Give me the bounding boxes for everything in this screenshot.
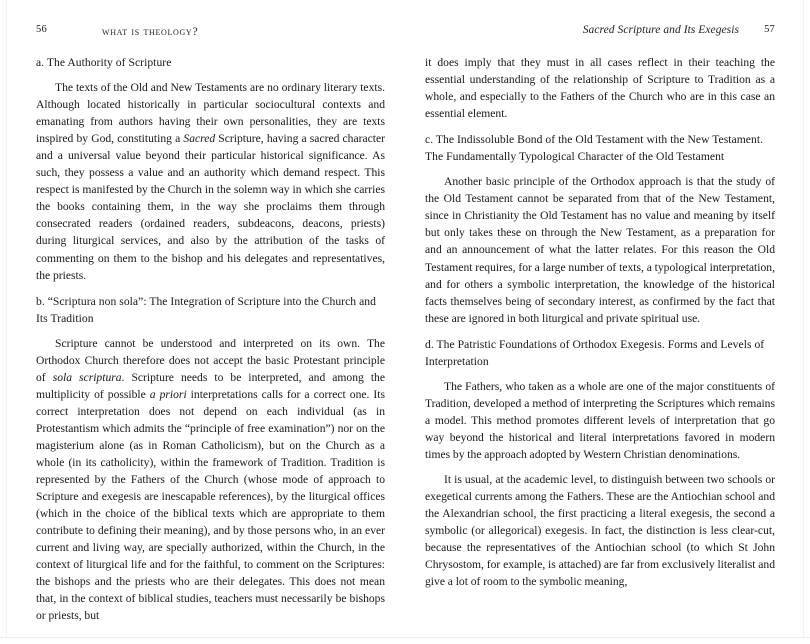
text-column-verso [36,54,385,625]
italic-phrase: Sacred [183,132,216,146]
paragraph-continuation-teaching: it does imply that they must in all cases reflect in their teaching the essential understanding of the relationship of Scripture to Tradition as a whole, and especially to the Fathers of the Church who are in this case an essential element. [425,56,775,121]
italic-phrase: sola scriptura [52,370,122,384]
block-spacer [425,463,775,471]
heading-b-scriptura-non-sola: b. “Scriptura non sola”: The Integration of Scripture into the Church and Its Tradition [36,294,376,325]
page-recto [405,0,810,644]
paragraph-old-testament-principle: Another basic principle of the Orthodox approach is that the study of the Old Testament cannot be separated from that of the New Testament, since in Christianity the Old Testament has no value and meaning by itself but only takes these on through the New Testament, as a preparation for and an announcement of what the latter relates. For this reason the Old Testament requires, for a large number of texts, a typological interpretation, and for others a symbolic interpretation, the knowledge of the historical facts themselves being of secondary interest, as confirmed by the fact that these are ignored in both liturgical and private spiritual use. [425,175,775,325]
block-spacer [425,327,775,336]
page-number-recto: 57 [764,24,775,35]
block-spacer [425,370,775,378]
paragraph-two-schools: It is usual, at the academic level, to distinguish between two schools or exegetical currents among the Fathers. These are the Antiochian school and the Alexandrian school, the first practicing a literal exegesis, the second a symbolic (or allegorical) exegesis. In fact, the distinction is less clear-cut, because the representatives of the Antiochian school (to which St John Chrysostom, for example, is attached) are far from exclusively literalist and give a lot of room to the symbolic meaning, [425,473,775,589]
running-head-verso [36,24,385,54]
block-spacer [425,122,775,131]
block-spacer [36,71,385,79]
paragraph-authority-of-scripture: The texts of the Old and New Testaments are no ordinary literary texts. Although located historically in particular sociocultural contexts and emanating from authors having their own personalities, they are texts inspired by God, constituting a Sacred Scripture, having a sacred character and a universal value beyond their particular historical significance. As such, they possess a value and an authority which demand respect. This respect is manifested by the Church in the solemn way in which she carries the books containing them, in the way she proclaims them through consecrated readers (ordained readers, subdeacons, deacons, priests) during liturgical services, and also by the attribution of the tasks of commenting on them to the bishop and his delegates and representatives, the priests. [36,81,386,282]
running-head-title-recto: Sacred Scripture and Its Exegesis [582,24,739,36]
heading-c-indissoluble-bond: c. The Indissoluble Bond of the Old Testament with the New Testament. The Fundamentally Typological Character of the Old Testament [425,133,764,164]
block-spacer [36,284,385,293]
running-head-recto [425,24,775,54]
text-column-recto [425,54,775,590]
block-spacer [425,165,775,173]
italic-phrase: a priori [149,387,187,401]
heading-d-patristic-foundations: d. The Patristic Foundations of Orthodox Exegesis. Forms and Levels of Interpretation [425,337,765,368]
block-spacer [36,327,385,335]
paragraph-scripture-interpretation: Scripture cannot be understood and interpreted on its own. The Orthodox Church therefore does not accept the basic Protestant principle of sola scriptura. Scripture needs to be interpreted, and among the multiplicity of possible a priori interpretations calls for a correct one. Its correct interpretation does not depend on each individual (as in Protestantism which admits the “principle of free examination”) nor on the magisterium alone (as in Roman Catholicism), but on the Church as a whole (in its catholicity), within the framework of Tradition. Tradition is represented by the Fathers of the Church (whose mode of approach to Scripture and exegesis are inescapable references), by the liturgical offices (which in the choice of the biblical texts which are appropriate to them contribute to defining their meaning), and by those persons who, in an ever current and living way, are specially authorized, within the Church, in the context of liturgical life and for the faithful, to comment on the Scriptures: the bishops and the priests who are their delegates. This does not mean that, in the context of biblical studies, teachers must necessarily be bishops or priests, but [36,336,386,623]
heading-a-authority-of-scripture: a. The Authority of Scripture [36,56,172,69]
page-number-verso: 56 [36,24,47,35]
running-head-title-verso: what is theology? [102,24,199,38]
paragraph-fathers-method: The Fathers, who taken as a whole are one of the major constituents of Tradition, developed a method of interpreting the Scriptures which remains a model. This method promotes different levels of interpretation that go way beyond the historical and literal interpretations favored in modern times by the approach adopted by Western Christian denominations. [425,379,775,461]
